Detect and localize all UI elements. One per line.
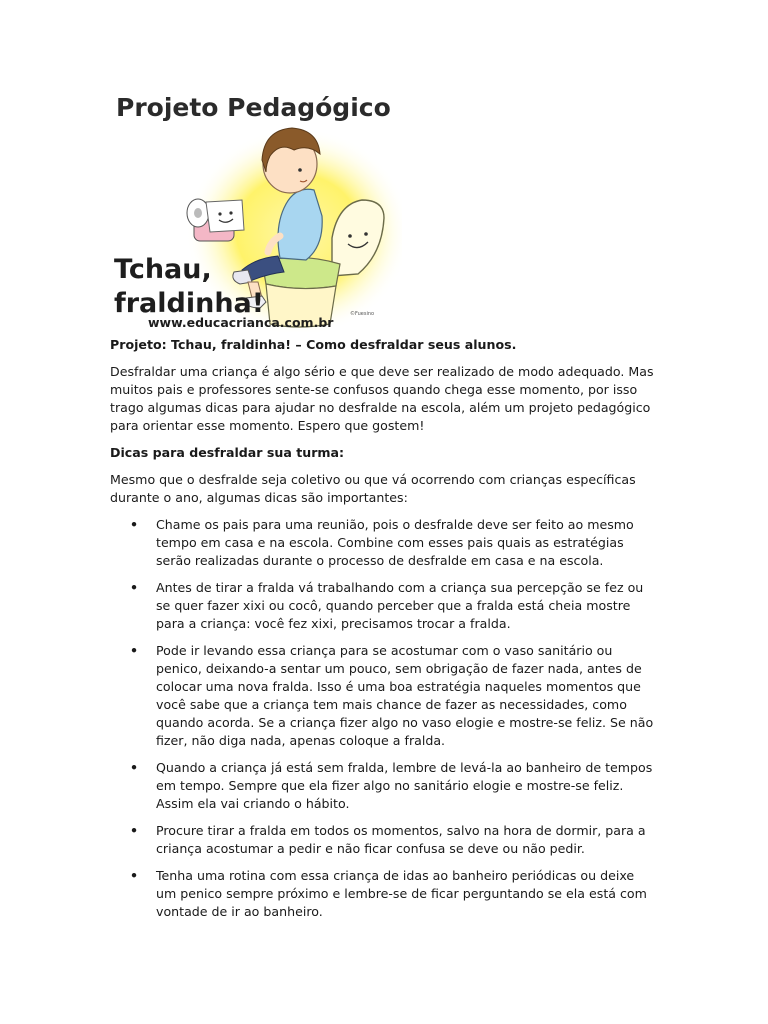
illustration-website: www.educacrianca.com.br — [148, 315, 334, 330]
illustration-tagline-line1: Tchau, — [114, 254, 212, 285]
list-item — [110, 579, 658, 633]
list-item — [110, 642, 658, 750]
list-item-text: Quando a criança já está sem fralda, lembre de levá-la ao banheiro de tempos em tempo. Sempre que ela fizer algo no sanitário elogie e mostre-se feliz. Assim ela vai criando o hábito. — [156, 760, 653, 811]
list-item — [110, 759, 658, 813]
list-item-text: Tenha uma rotina com essa criança de idas ao banheiro periódicas ou deixe um penico sempre próximo e lembre-se de ficar perguntando se ela está com vontade de ir ao banheiro. — [156, 868, 647, 919]
document-body — [110, 336, 658, 930]
list-item-text: Pode ir levando essa criança para se acostumar com o vaso sanitário ou penico, deixando-a sentar um pouco, sem obrigação de fazer nada, antes de colocar uma nova fralda. Isso é uma boa estratégia naqueles momentos que você sabe que a criança tem mais chance de fazer as necessidades, como quando acorda. Se a criança fizer algo no vaso elogie e mostre-se feliz. Se não fizer, não diga nada, apenas coloque a fralda. — [156, 643, 654, 748]
tips-intro-paragraph: Mesmo que o desfralde seja coletivo ou que vá ocorrendo com crianças específicas durante o ano, algumas dicas são importantes: — [110, 472, 636, 505]
illustration-signature: ©Fuesino — [350, 311, 375, 317]
bullet-icon: • — [130, 517, 139, 532]
illustration-title: Projeto Pedagógico — [116, 93, 391, 122]
bullet-icon: • — [130, 868, 139, 883]
document-title: Projeto: Tchau, fraldinha! – Como desfraldar seus alunos. — [110, 337, 517, 352]
bullet-icon: • — [130, 643, 139, 658]
project-illustration — [110, 86, 402, 332]
list-item-text: Antes de tirar a fralda vá trabalhando com a criança sua percepção se fez ou se quer fazer xixi ou cocô, quando perceber que a fralda está cheia mostre para a criança: você fez xixi, precisamos trocar a fralda. — [156, 580, 644, 631]
illustration-tagline-line2: fraldinha! — [114, 288, 265, 319]
bullet-icon: • — [130, 580, 139, 595]
tips-heading: Dicas para desfraldar sua turma: — [110, 445, 345, 460]
list-item-text: Chame os pais para uma reunião, pois o desfralde deve ser feito ao mesmo tempo em casa e na escola. Combine com esses pais quais as estratégias serão realizadas durante o processo de desfralde em casa e na escola. — [156, 517, 634, 568]
bullet-icon: • — [130, 760, 139, 775]
intro-paragraph: Desfraldar uma criança é algo sério e que deve ser realizado de modo adequado. Mas muitos pais e professores sente-se confusos quando chega esse momento, por isso trago algumas dicas para ajudar no desfralde na escola, além um projeto pedagógico para orientar esse momento. Espero que gostem! — [110, 364, 654, 433]
list-item — [110, 867, 658, 921]
illustration-graphic — [110, 86, 402, 332]
bullet-icon: • — [130, 823, 139, 838]
tips-list — [110, 516, 658, 921]
list-item-text: Procure tirar a fralda em todos os momentos, salvo na hora de dormir, para a criança acostumar a pedir e não ficar confusa se deve ou não pedir. — [156, 823, 646, 856]
list-item — [110, 516, 658, 570]
list-item — [110, 822, 658, 858]
